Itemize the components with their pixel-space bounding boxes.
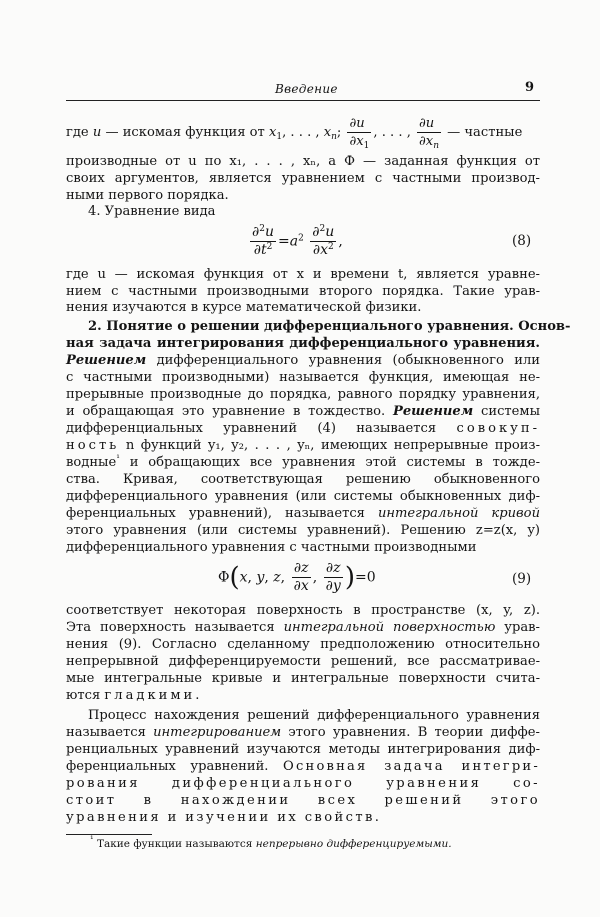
text-line: нения (9). Согласно сделанному предположению относительно bbox=[66, 637, 540, 652]
footnote-rule bbox=[66, 834, 152, 835]
text-line: дифференциальных уравнений (4) называется совокуп- bbox=[66, 421, 540, 436]
fraction-du-dx1: $\frac{\partial u}{\partial x_1}$ bbox=[349, 116, 370, 151]
section-heading: ная задача интегрирования дифференциального уравнения. bbox=[66, 336, 540, 351]
text-line: Решением дифференциального уравнения (обыкновенного или bbox=[66, 353, 540, 368]
footnote: $^{^1}$ Такие функции называются непрерывно дифференцируемыми. bbox=[90, 835, 452, 850]
page-number: 9 bbox=[525, 80, 535, 95]
text-line: где u — искомая функция от x и времени t, является уравне- bbox=[66, 267, 540, 282]
text-line: рования дифференциального уравнения со- bbox=[66, 776, 540, 791]
fraction-du-dxn: $\frac{\partial u}{\partial x_n}$ bbox=[419, 116, 439, 151]
text-line: называется интегрированием этого уравнения. В теории диффе- bbox=[66, 725, 540, 740]
text-line: нием с частными производными второго порядка. Такие урав- bbox=[66, 284, 540, 299]
text-line: своих аргументов, является уравнением с частными производ- bbox=[66, 171, 540, 186]
text-line: Эта поверхность называется интегральной поверхностью урав- bbox=[66, 620, 540, 635]
text-line: производные от u по x₁, . . . , xₙ, а Ф — заданная функция от bbox=[66, 154, 540, 169]
header-rule bbox=[66, 100, 540, 101]
equation-9: Φ(x, y, z, $\frac{\partial z}{\partial x}$ , $\frac{\partial z}{\partial y}$ )=0 bbox=[218, 560, 376, 594]
equation-number: (8) bbox=[512, 233, 532, 249]
equation-number: (9) bbox=[512, 571, 532, 587]
text-line: дифференциального уравнения (или системы обыкновенных диф- bbox=[66, 489, 540, 504]
running-title: Введение bbox=[275, 82, 338, 96]
text-line: этого уравнения (или системы уравнений). Решению z=z(x, y) bbox=[66, 523, 540, 538]
text-line: мые интегральные кривые и интегральные поверхности счита- bbox=[66, 671, 540, 686]
text-line: соответствует некоторая поверхность в пространстве (x, y, z). bbox=[66, 603, 540, 618]
text-line: где u — искомая функция от $x_1$, . . . , $x_n$; $\frac{\partial u}{\partial x_1}$ , . . . , $\frac{\partial u}{\partial x_n}$ — частные bbox=[66, 116, 523, 151]
text-line: ференциальных уравнений), называется интегральной кривой bbox=[66, 506, 540, 521]
text-line: ства. Кривая, соответствующая решению обыкновенного bbox=[66, 472, 540, 487]
text-line: стоит в нахождении всех решений этого bbox=[66, 793, 540, 808]
text-line: прерывные производные до порядка, равного порядку уравнения, bbox=[66, 387, 540, 402]
equation-8: $\frac{\partial^2u}{\partial t^2}$ $=a^2$ $\frac{\partial^2u}{\partial x^2}$ , bbox=[252, 224, 343, 258]
text-line: Процесс нахождения решений дифференциального уравнения bbox=[88, 708, 540, 723]
text-line: ность n функций y₁, y₂, . . . , yₙ, имеющих непрерывные произ- bbox=[66, 438, 540, 453]
text-line: непрерывной дифференцируемости решений, все рассматривае- bbox=[66, 654, 540, 669]
text-line: с частными производными) называется функция, имеющая не- bbox=[66, 370, 540, 385]
footnote-mark: ¹ bbox=[116, 454, 120, 464]
text-line: ренциальных уравнений изучаются методы интегрирования диф- bbox=[66, 742, 540, 757]
text-line: 4. Уравнение вида bbox=[88, 204, 216, 219]
section-heading: 2. Понятие о решении дифференциального уравнения. Основ- bbox=[88, 319, 571, 334]
text-line: нения изучаются в курсе математической физики. bbox=[66, 300, 422, 315]
text-line: и обращающая это уравнение в тождество. Решением системы bbox=[66, 404, 540, 419]
text-line: ются гладкими. bbox=[66, 688, 203, 703]
text-line: ными первого порядка. bbox=[66, 188, 229, 203]
text-line: водные$^{^1}$ и обращающих все уравнения этой системы в тожде- bbox=[66, 454, 540, 470]
text-line: дифференциального уравнения с частными производными bbox=[66, 540, 477, 555]
text-line: ференциальных уравнений. Основная задача интегри- bbox=[66, 759, 540, 774]
text-line: уравнения и изучении их свойств. bbox=[66, 810, 382, 825]
